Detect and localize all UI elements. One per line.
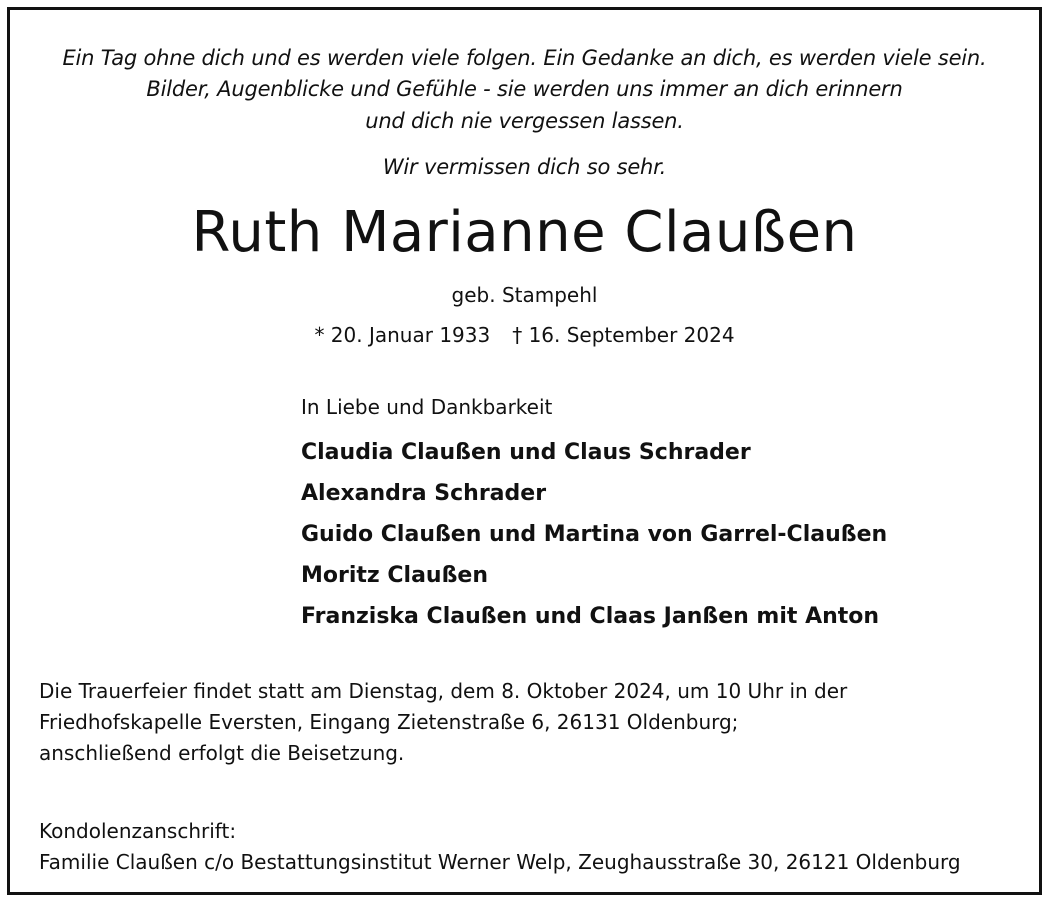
life-dates bbox=[10, 320, 1039, 350]
death-date: † 16. September 2024 bbox=[512, 323, 735, 347]
funeral-line-1: Die Trauerfeier findet statt am Dienstag, dem 8. Oktober 2024, um 10 Uhr in der bbox=[39, 679, 848, 703]
poem-line-2: Bilder, Augenblicke und Gefühle - sie werden uns immer an dich erinnern bbox=[146, 77, 903, 101]
condolence-label: Kondolenzanschrift: bbox=[39, 819, 237, 843]
obituary-notice bbox=[7, 7, 1042, 895]
poem-line-4: Wir vermissen dich so sehr. bbox=[382, 155, 667, 179]
mourner-name: Moritz Claußen bbox=[301, 563, 488, 588]
mourner-name: Alexandra Schrader bbox=[301, 481, 547, 506]
birth-name: geb. Stampehl bbox=[451, 283, 598, 307]
condolence-address bbox=[39, 816, 961, 878]
poem-line-3: und dich nie vergessen lassen. bbox=[365, 109, 684, 133]
deceased-name: Ruth Marianne Claußen bbox=[191, 200, 858, 265]
condolence-address-line: Familie Claußen c/o Bestattungsinstitut Werner Welp, Zeughausstraße 30, 26121 Oldenburg bbox=[39, 850, 961, 874]
mourners-intro: In Liebe und Dankbarkeit bbox=[301, 395, 553, 419]
mourners-list bbox=[301, 432, 887, 637]
poem-line-1: Ein Tag ohne dich und es werden viele folgen. Ein Gedanke an dich, es werden viele sein. bbox=[62, 46, 987, 70]
birth-date: * 20. Januar 1933 bbox=[314, 323, 491, 347]
mourner-name: Guido Claußen und Martina von Garrel-Claußen bbox=[301, 522, 888, 547]
mourner-name: Franziska Claußen und Claas Janßen mit Anton bbox=[301, 604, 880, 629]
mourner-name: Claudia Claußen und Claus Schrader bbox=[301, 440, 751, 465]
funeral-line-2: Friedhofskapelle Eversten, Eingang Zietenstraße 6, 26131 Oldenburg; bbox=[39, 710, 739, 734]
funeral-line-3: anschließend erfolgt die Beisetzung. bbox=[39, 741, 405, 765]
funeral-info bbox=[39, 676, 847, 769]
